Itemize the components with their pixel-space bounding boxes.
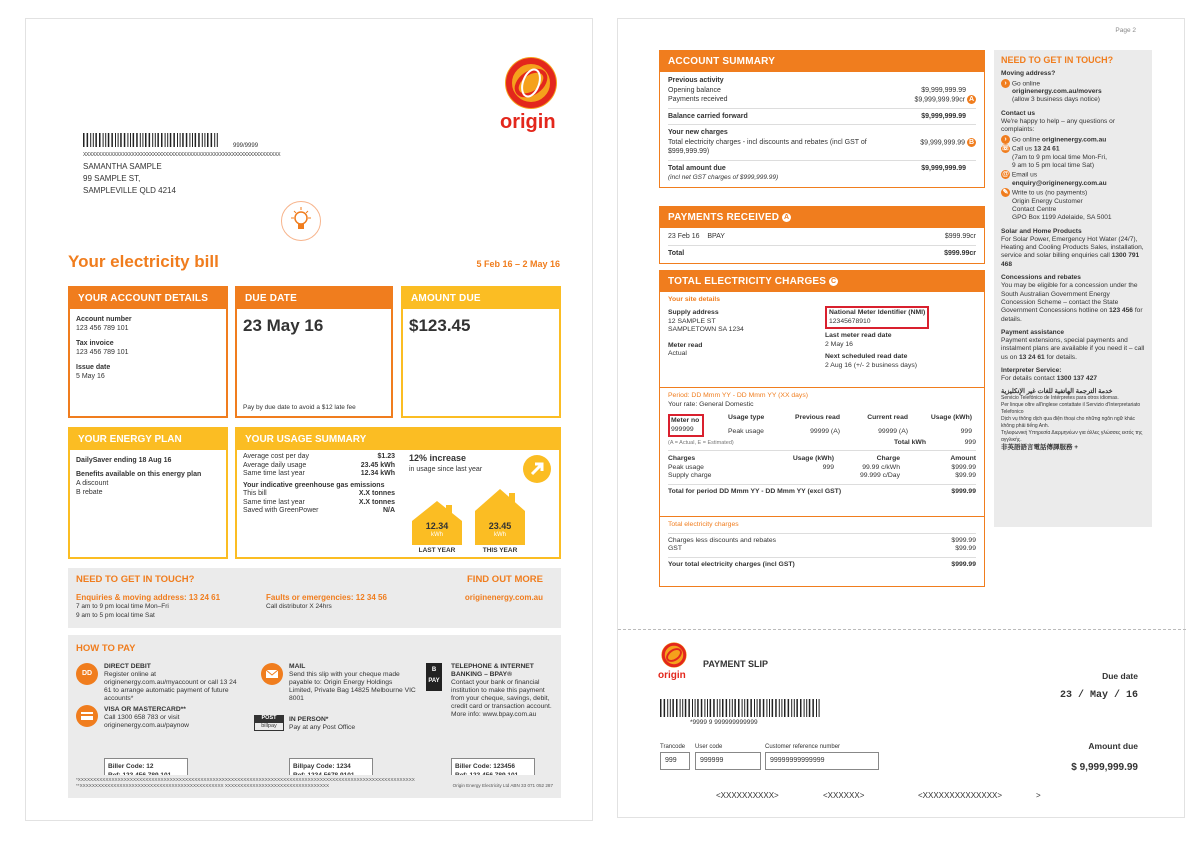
meter-no-highlight: Meter no 999999 [668, 414, 704, 437]
email-link[interactable]: enquiry@originenergy.com.au [1012, 179, 1107, 187]
postal-barcode [83, 133, 218, 147]
slip-origin-logo: origin [658, 639, 690, 682]
how-to-pay-section: HOW TO PAY DD DIRECT DEBIT Register online at originenergy.com.au/myaccount or call 13 24 61 to arrange automatic payment of future accounts* VISA OR MASTERCARD** Call 1300 658 783 or visit originenergy.com.au/paynow Biller Code: 12 MAIL Send this slip with your cheque made payable to: Origin Energy Holdings Limited, Private Bag 14825 Melbourne VIC 8001 POST billpay IN PERSON* Pay at any Post Office Billpay Code: 1234 B PAY TELEPHONE & INTERNET BANKING – BPAY® Contact your bank or financial institution to make this payment from your cheque, savings, debit, credit card or transaction account. More info: www.bpay.com.au Biller Code: 123456 [68, 635, 561, 798]
plan-name: DailySaver ending 18 Aug 16 [76, 457, 172, 464]
account-number: 123 456 789 101 [76, 325, 129, 332]
contact-side-panel: NEED TO GET IN TOUCH? Moving address? › Go online originenergy.com.au/movers (allow 3 business days notice) Contact us We're happy to help – any questions or complaints: › Go online originenergy.com.au ☏ Call us 13 24 61 (7am to 9 pm local time Mon-Fri, 9 am to 5 pm local time Sat) @ Email us enquiry@originenergy.com.au ✎ Write to us (no payments) Origin Energy Customer Contact Centre GPO Box 1199 Adelaide, SA 5001 Solar and Home Products For Solar Power, Emergency Hot Water (24/7), Heating and Cooling Products Sales, installation, service and solar billing enquiries call 1300 791 468 Concessions and rebates You may be eligible for a concession under the South Australian Government Energy Concession Scheme – contact the State Government Concessions hotline on 123 456 for details. Payment assistance Payment extensions, special payments and instalment plans are available if you need it – call us on 13 24 61 for details. Interpreter Service: For details contact 1300 137 427 خدمة الترجمة الهاتفية للغات غير الإنكليزية Servicio Telefónico de Intérpretes para otros idiomas. Per linque oltre all'inglese contattate il Servizio d'Interpretariato Telefonico Dịch vụ thông dịch qua điện thoại cho những ngôn ngữ khác không phải tiếng Anh. Τηλεφωνική Υπηρεσία Διερμηνέων για άλλες γλώσσες εκτός της αγγλικής. 非英語語言電話傳譯服務 + [994, 50, 1152, 527]
bpay-icon: B PAY [426, 663, 442, 691]
bill-page-2: Page 2 ACCOUNT SUMMARY Previous activity Opening balance $9,999,999.99 Payments received $9,999,999.99cr A Balance carried forward $9,999,999.99 Your new charges Total electricity charges - incl discounts and rebates (incl GST of $999,999.99) $9,999,999.99 B Total amount due $9,999,999.99 (incl net GST charges of $999,999.99) PAYMENTS RECEIVED A 23 Feb 16 BPAY $999.99cr Total $999.99cr TOTAL ELECTRICITY CHARGES C Your site details Supply address 12 SAMPLE ST SAMPLETOWN SA 1234 Meter read Actual National Meter Identifier (NMI) 12345678910 Last meter read date 2 May 16 Next scheduled read date 2 Aug 16 (+/- 2 business days) Period: DD Mmm YY - DD Mmm YY (XX days) Your rate: General Domestic Meter no 999999 Usage type Previous read Current read Usage (kWh) Peak usage 99999 (A) 99999 (A) 999 (A = Actual, E = Estimated) Total kWh 999 Charges Usage (kWh) Charge Amount Peak usage 999 99.99 c/kWh $999.99 Supply charge 99.999 c/Day $99.99 Total for period DD Mmm YY - DD Mmm YY (excl GST) $999.99 Total electricity charges Charges less discounts and rebates $999.99 GST $99.99 Your total electricity charges (incl GST) $999.99 NEED TO GET IN TOUCH? Moving address? › Go online originenergy.com.au/movers (allow 3 business days notice) Contact us We're happy to help – any questions or complaints: › Go online originenergy.com.au ☏ Call us 13 24 61 (7am to 9 pm local time Mon-Fri, 9 am to 5 pm local time Sat) @ Email us enquiry@originenergy.com.au ✎ Write to us (no payments) Origin Energy Customer Contact Centre GPO Box 1199 Adelaide, SA 5001 Solar and Home Products For Solar Power, Emergency Hot Water (24/7), Heating and Cooling Products Sales, installation, service and solar billing enquiries call 1300 791 468 Concessions and rebates You may be eligible for a concession under the South Australian Government Energy Concession Scheme – contact the State Government Concessions hotline on 123 456 for details. Payment assistance Payment extensions, special payments and instalment plans are available if you need it – call us on 13 24 61 for details. Interpreter Service: For details contact 1300 137 427 خدمة الترجمة الهاتفية للغات غير الإنكليزية Servicio Telefónico de Intérpretes para otros idiomas. Per linque oltre all'inglese contattate il Servizio d'Interpretariato Telefonico Dịch vụ thông dịch qua điện thoại cho những ngôn ngữ khác không phải tiếng Anh. Τηλεφωνική Υπηρεσία Διερμηνέων για άλλες γλώσσες εκτός της αγγλικής. 非英語語言電話傳譯服務 + origin PAYMENT SLIP *9999 9 999999999999 Due date 23 / May / 16 Amount due $ 9,999,999.99 Trancode 999 User code 999999 Customer reference number 99999999999999 <XXXXXXXXXX> <XXXXXX> <XXXXXXXXXXXXXX> > [617, 18, 1185, 818]
info-icon[interactable]: A [968, 96, 975, 103]
electricity-charges-box: TOTAL ELECTRICITY CHARGES C Your site details Supply address 12 SAMPLE ST SAMPLETOWN SA 1234 Meter read Actual National Meter Identifier (NMI) 12345678910 Last meter read date 2 May 16 Next scheduled read date 2 Aug 16 (+/- 2 business days) Period: DD Mmm YY - DD Mmm YY (XX days) Your rate: General Domestic Meter no 999999 Usage type Previous read Current read Usage (kWh) Peak usage 99999 (A) 99999 (A) 999 (A = Actual, E = Estimated) Total kWh 999 Charges Usage (kWh) Charge Amount Peak usage 999 99.99 c/kWh $999.99 Supply charge 99.999 c/Day $99.99 Total for period DD Mmm YY - DD Mmm YY (excl GST) $999.99 Total electricity charges Charges less discounts and rebates $999.99 GST $99.99 Your total electricity charges (incl GST) $999.99 [659, 270, 985, 587]
electricity-bulb-icon [281, 201, 321, 241]
amount-due-box: AMOUNT DUE $123.45 [401, 286, 561, 418]
due-date-box: DUE DATE 23 May 16 Pay by due date to avoid a $12 late fee [235, 286, 393, 418]
slip-title: PAYMENT SLIP [703, 659, 769, 669]
this-year-house: 23.45 kWh THIS YEAR [473, 487, 527, 545]
tax-invoice-number: 123 456 789 101 [76, 349, 129, 356]
trancode-field: 999 [660, 752, 690, 770]
last-year-house: 12.34 kWh LAST YEAR [410, 499, 464, 545]
get-in-touch-section: NEED TO GET IN TOUCH? FIND OUT MORE Enquiries & moving address: 13 24 61 7 am to 9 pm local time Mon–Fri 9 am to 5 pm local time Sat Faults or emergencies: 12 34 56 Call distributor X 24hrs originenergy.com.au [68, 568, 561, 628]
payment-slip: origin PAYMENT SLIP *9999 9 999999999999 Due date 23 / May / 16 Amount due $ 9,999,999.99 Trancode 999 User code 999999 Customer reference number 99999999999999 <XXXXXXXXXX> <XXXXXX> <XXXXXXXXXXXXXX> > [618, 631, 1186, 819]
mail-icon [261, 663, 283, 685]
bill-period: 5 Feb 16 – 2 May 16 [476, 259, 560, 269]
email-icon: @ [1002, 171, 1009, 179]
fine-print: *XXXXXXXXXXXXXXXXXXXXXXXXXXXXXXXXXXXXXXXXXXXXXXXXXXXXXXXXXXXXXXXXXXXXXXXXXXXXXXXXXXXXXXXXXXXXXXXXXXXXXXXXXXXXXX **XXXXXXXXXXXXXXXXXXXXXXXXXXXXXXXXXXXXXXXXXXXXXXX XXXXXXXXXXXXXXXXXXXXXXXXXXXXXXXXXX Origin Energy Electricity Ltd ABN 33 071 052 287 [68, 775, 561, 798]
origin-swirl-icon [658, 639, 690, 671]
billpay-code-box: Billpay Code: 1234 [289, 758, 373, 784]
movers-link[interactable]: originenergy.com.au/movers [1012, 88, 1102, 96]
energy-plan-box: YOUR ENERGY PLAN DailySaver ending 18 Aug 16 Benefits available on this energy plan A discount B rebate [68, 427, 228, 559]
tear-line [618, 629, 1186, 630]
origin-website-link[interactable]: originenergy.com.au [464, 593, 543, 602]
nmi-highlight: National Meter Identifier (NMI) 12345678910 [825, 306, 929, 329]
account-details-box: YOUR ACCOUNT DETAILS Account number 123 456 789 101 Tax invoice 123 456 789 101 Issue date 5 May 16 [68, 286, 228, 418]
usercode-field: 999999 [695, 752, 761, 770]
biller-code-box-1: Biller Code: 12 [104, 758, 188, 784]
amount-due-value: $123.45 [409, 316, 471, 335]
slip-amount: $ 9,999,999.99 [1071, 762, 1138, 773]
trend-up-icon [523, 455, 551, 483]
late-fee-note: Pay by due date to avoid a $12 late fee [243, 403, 356, 411]
origin-logo: origin [498, 53, 564, 119]
due-date-value: 23 May 16 [243, 316, 324, 335]
usage-summary-box: YOUR USAGE SUMMARY Average cost per day $1.23 Average daily usage 23.45 kWh Same time last year 12.34 kWh Your indicative greenhouse gas emissions This bill X.X tonnes Same time last year X.X tonnes Saved with GreenPower N/A 12% increase in usage since last year 12.34 kWh LAST YEAR 23.45 kWh THIS YEAR [235, 427, 561, 559]
payments-received-box: PAYMENTS RECEIVED A 23 Feb 16 BPAY $999.99cr Total $999.99cr [659, 206, 985, 264]
bill-page-1 [25, 18, 593, 821]
post-billpay-icon: POST billpay [254, 715, 284, 731]
info-icon[interactable]: C [831, 277, 837, 285]
address-code: XXXXXXXXXXXXXXXXXXXXXXXXXXXXXXXXXXXXXXXXXXXXXXXXXXXXXXXXXXXXXXXXX [83, 152, 281, 158]
usage-increase: 12% increase [409, 453, 467, 463]
card-icon [76, 705, 98, 727]
slip-due-date: 23 / May / 16 [1059, 690, 1138, 701]
meter-number: 999999 [671, 425, 694, 433]
account-summary-box: ACCOUNT SUMMARY Previous activity Opening balance $9,999,999.99 Payments received $9,999,999.99cr A Balance carried forward $9,999,999.99 Your new charges Total electricity charges - incl discounts and rebates (incl GST of $999,999.99) $9,999,999.99 B Total amount due $9,999,999.99 (incl net GST charges of $999,999.99) [659, 50, 985, 188]
recipient-address: SAMANTHA SAMPLE 99 SAMPLE ST, SAMPLEVILLE QLD 4214 [83, 162, 176, 195]
issue-date: 5 May 16 [76, 373, 105, 380]
account-details-header: YOUR ACCOUNT DETAILS [70, 288, 226, 309]
phone-icon: ☏ [1001, 145, 1010, 153]
biller-code-box-3: Biller Code: 123456 [451, 758, 535, 784]
crn-field: 99999999999999 [765, 752, 879, 770]
info-icon[interactable]: B [968, 138, 975, 146]
arrow-icon: › [1001, 135, 1010, 144]
arrow-icon: › [1001, 79, 1010, 88]
nmi-value: 12345678910 [829, 317, 871, 325]
info-icon[interactable]: A [784, 213, 790, 221]
direct-debit-icon: DD [76, 663, 98, 685]
pen-icon: ✎ [1002, 189, 1009, 197]
last-year-value: 12.34 [425, 521, 449, 531]
bill-title: Your electricity bill [68, 252, 219, 271]
barcode-number: 999/9999 [233, 143, 259, 149]
slip-barcode [660, 699, 820, 717]
this-year-value: 23.45 [488, 521, 512, 531]
